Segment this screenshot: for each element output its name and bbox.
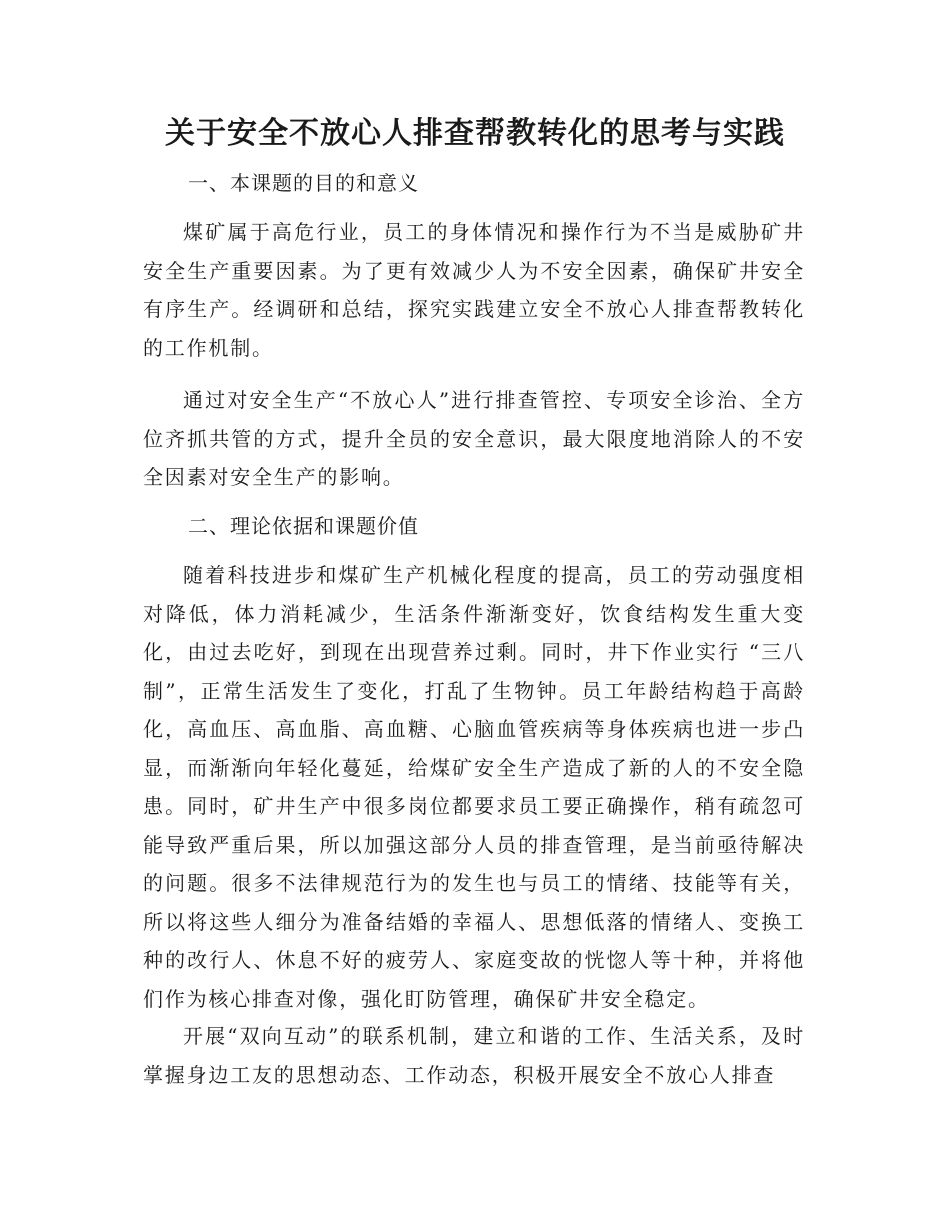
body-paragraph-3: 随着科技进步和煤矿生产机械化程度的提高，员工的劳动强度相对降低，体力消耗减少，生活条件渐渐变好，饮食结构发生重大变化，由过去吃好，到现在出现营养过剩。同时，井下作业实行 “三八制”，正常生活发生了变化，打乱了生物钟。员工年龄结构趋于高龄化，高血压、高血脂、高血糖、心脑血管疾病等身体疾病也进一步凸显，而渐渐向年轻化蔓延，给煤矿安全生产造成了新的人的不安全隐患。同时，矿井生产中很多岗位都要求员工要正确操作，稍有疏忽可能导致严重后果，所以加强这部分人员的排查管理，是当前亟待解决的问题。很多不法律规范行为的发生也与员工的情绪、技能等有关，所以将这些人细分为准备结婚的幸福人、思想低落的情绪人、变换工种的改行人、休息不好的疲劳人、家庭变故的恍惚人等十种，并将他们作为核心排查对像，强化盯防管理，确保矿井安全稳定。 xyxy=(143,563,805,1011)
section-heading-theory: 二、理论依据和课题价值 xyxy=(188,514,419,538)
body-paragraph-4: 开展“双向互动”的联系机制，建立和谐的工作、生活关系，及时掌握身边工友的思想动态、工作动态，积极开展安全不放心人排查 xyxy=(143,1024,805,1087)
body-paragraph-2: 通过对安全生产“不放心人”进行排查管控、专项安全诊治、全方位齐抓共管的方式，提升全员的安全意识，最大限度地消除人的不安全因素对安全生产的影响。 xyxy=(143,388,805,489)
section-heading-purpose: 一、本课题的目的和意义 xyxy=(188,171,419,195)
body-paragraph-1: 煤矿属于高危行业，员工的身体情况和操作行为不当是威胁矿井安全生产重要因素。为了更有效减少人为不安全因素，确保矿井安全有序生产。经调研和总结，探究实践建立安全不放心人排查帮教转化的工作机制。 xyxy=(143,220,805,360)
document-title: 关于安全不放心人排查帮教转化的思考与实践 xyxy=(165,116,785,151)
